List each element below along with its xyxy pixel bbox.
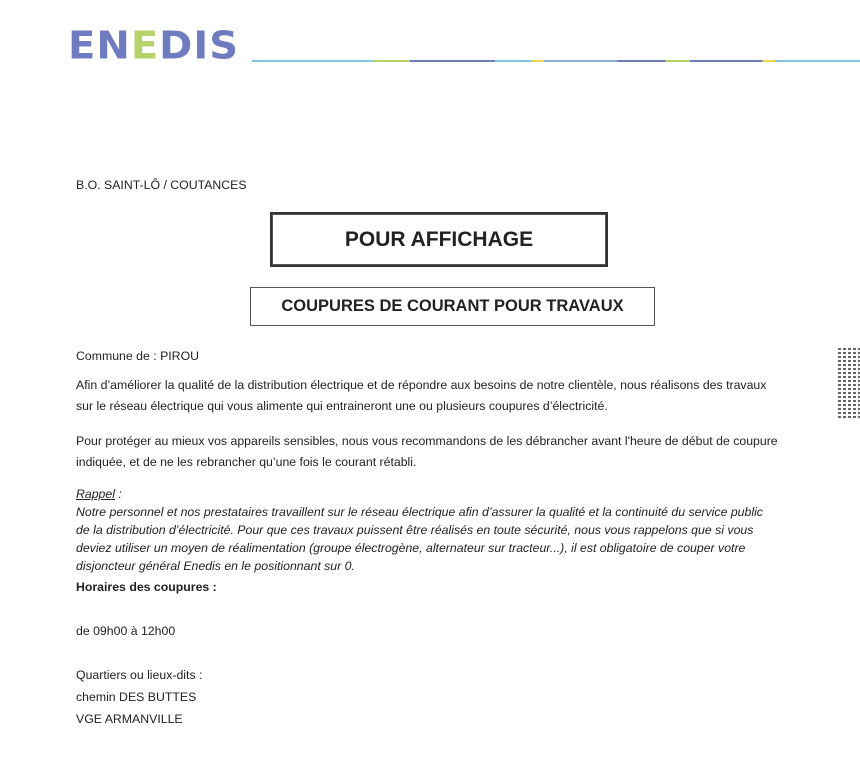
banner-title: POUR AFFICHAGE [270,212,608,267]
header-divider [252,60,860,62]
advice-paragraph [76,431,816,473]
reminder-colon: : [114,487,122,501]
reminder-paragraph [76,485,806,575]
office-name: B.O. SAINT-LÔ / COUTANCES [76,178,247,192]
datamatrix-code [838,346,860,418]
text-line: sur le réseau électrique qui vous alimente qui entraineront une ou plusieurs coupures d’électricité. [76,399,608,413]
schedule-slot: de 09h00 à 12h00 [76,624,176,638]
text-line: Notre personnel et nos prestataires travaillent sur le réseau électrique afin d’assurer la qualité et la continuité du service public [76,505,763,519]
text-line: indiquée, et de ne les rebrancher qu’une fois le courant rétabli. [76,455,417,469]
location-item: chemin DES BUTTES [76,690,197,704]
commune: Commune de : PIROU [76,349,200,363]
text-line: deviez utiliser un moyen de réalimentation (groupe électrogène, alternateur sur tracteur...), il est obligatoire de couper votre [76,541,746,555]
reminder-label: Rappel [76,487,115,501]
intro-paragraph [76,375,816,417]
text-line: Afin d’améliorer la qualité de la distribution électrique et de répondre aux besoins de notre clientèle, nous réalisons des travaux [76,378,767,392]
document-subtitle: COUPURES DE COURANT POUR TRAVAUX [250,287,655,326]
location-item: VGE ARMANVILLE [76,712,183,726]
schedule-heading: Horaires des coupures : [76,580,217,594]
enedis-logo: ENEDIS [68,24,240,68]
text-line: disjoncteur général Enedis en le positionnant sur 0. [76,559,355,573]
locations-heading: Quartiers ou lieux-dits : [76,668,203,682]
text-line: Pour protéger au mieux vos appareils sensibles, nous vous recommandons de les débrancher avant l'heure de début de coupure [76,434,778,448]
text-line: de la distribution d’électricité. Pour que ces travaux puissent être réalisés en toute sécurité, nous vous rappelons que si vous [76,523,754,537]
